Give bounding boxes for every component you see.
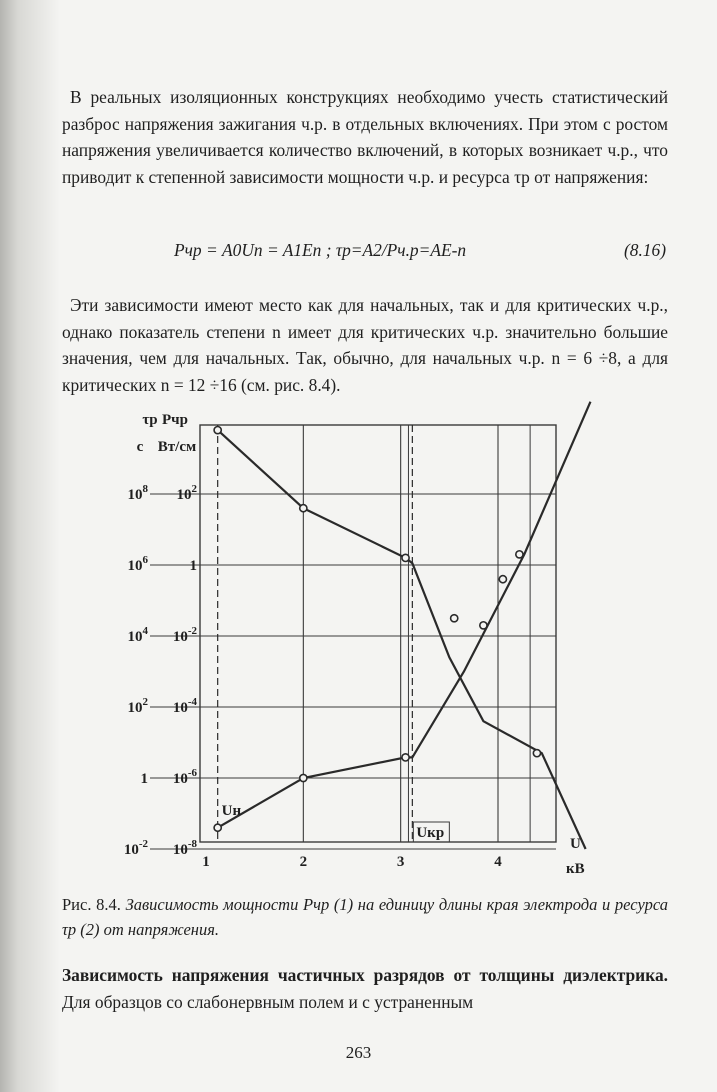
data-point-power_P: [499, 576, 506, 583]
figure-caption: [62, 892, 668, 942]
tick-label-P: $10^2$: [176, 483, 197, 503]
chart-frame: [200, 425, 556, 842]
annotation-Ukr: Uкр: [416, 825, 445, 841]
axis-label-tau: τр: [142, 412, 158, 428]
tick-label-P: $10^{-2}$: [172, 625, 197, 645]
page-number: 263: [345, 1043, 372, 1062]
x-tick-label: 1: [202, 854, 210, 870]
x-tick-label: 3: [396, 854, 405, 870]
tick-label-tau: $10^2$: [127, 696, 148, 716]
tick-label-P: $10^{-4}$: [172, 696, 197, 716]
data-point-power_P: [300, 774, 307, 781]
data-point-resource_tau: [300, 505, 307, 512]
data-point-resource_tau: [214, 427, 221, 434]
tick-label-tau: $10^8$: [127, 483, 148, 503]
section-heading: [62, 962, 668, 1016]
axis-unit-tau: с: [136, 439, 144, 455]
tick-label-P: $10^{-6}$: [172, 767, 197, 787]
data-point-resource_tau: [402, 554, 409, 561]
chart-labels: [124, 412, 585, 877]
paragraph-1-text: В реальных изоляционных конструкциях необходимо учесть статистический разброс напряжения зажигания ч.р. в отдельных включениях. При этом с ростом напряжения увеличивается количество включений, в которых возникает ч.р., что приводит к степенной зависимости мощности ч.р. и ресурса τр от напряжения:: [62, 87, 668, 187]
formula-number: (8.16): [623, 240, 666, 260]
tick-label-tau: $10^{-2}$: [123, 838, 148, 858]
data-point-power_P: [516, 551, 523, 558]
axis-label-U: U: [570, 836, 581, 852]
tick-label-P: $10^{-8}$: [172, 838, 197, 858]
axis-unit-P: Вт/см: [157, 439, 197, 455]
tick-label-tau: $10^4$: [127, 625, 148, 645]
data-point-power_P: [480, 622, 487, 629]
paragraph-2-text: Эти зависимости имеют место как для начальных, так и для критических ч.р., однако показатель степени n имеет для критических ч.р. значительно большие значения, чем для начальных. Так, обычно, для начальных ч.р. n = 6 ÷8, а для критических n = 12 ÷16 (см. рис. 8.4).: [62, 295, 668, 395]
caption-label: Рис. 8.4.: [62, 895, 121, 914]
chart-points: [214, 427, 540, 832]
annotation-Un: Uн: [221, 803, 242, 819]
tick-label-P: 1: [189, 558, 197, 574]
heading-bold: Зависимость напряжения частичных разрядов от толщины диэлектрика.: [62, 965, 668, 985]
data-point-resource_tau: [533, 750, 540, 757]
heading-rest: Для образцов со слабонервным полем и с устраненным: [62, 992, 474, 1012]
caption-text: Зависимость мощности Pчр (1) на единицу длины края электрода и ресурса τр (2) от напряжения.: [62, 895, 668, 939]
tick-label-tau: $10^6$: [127, 554, 148, 574]
data-point-power_P: [402, 754, 409, 761]
x-tick-label: 2: [299, 854, 308, 870]
data-point-power_P: [214, 824, 221, 831]
axis-label-P: Pчр: [162, 412, 188, 428]
chart-markers: [218, 425, 413, 842]
x-tick-label: 4: [494, 854, 502, 870]
tick-label-tau: 1: [140, 771, 148, 787]
chart-grid: [150, 425, 556, 849]
formula-text: Pчр = A0Un = A1En ; τр=A2/Pч.р=AE-n: [174, 240, 467, 260]
data-point-resource_tau: [451, 615, 458, 622]
axis-unit-U: кВ: [566, 861, 585, 877]
chart-series: [218, 402, 591, 849]
series-line-power_P: [218, 402, 591, 828]
